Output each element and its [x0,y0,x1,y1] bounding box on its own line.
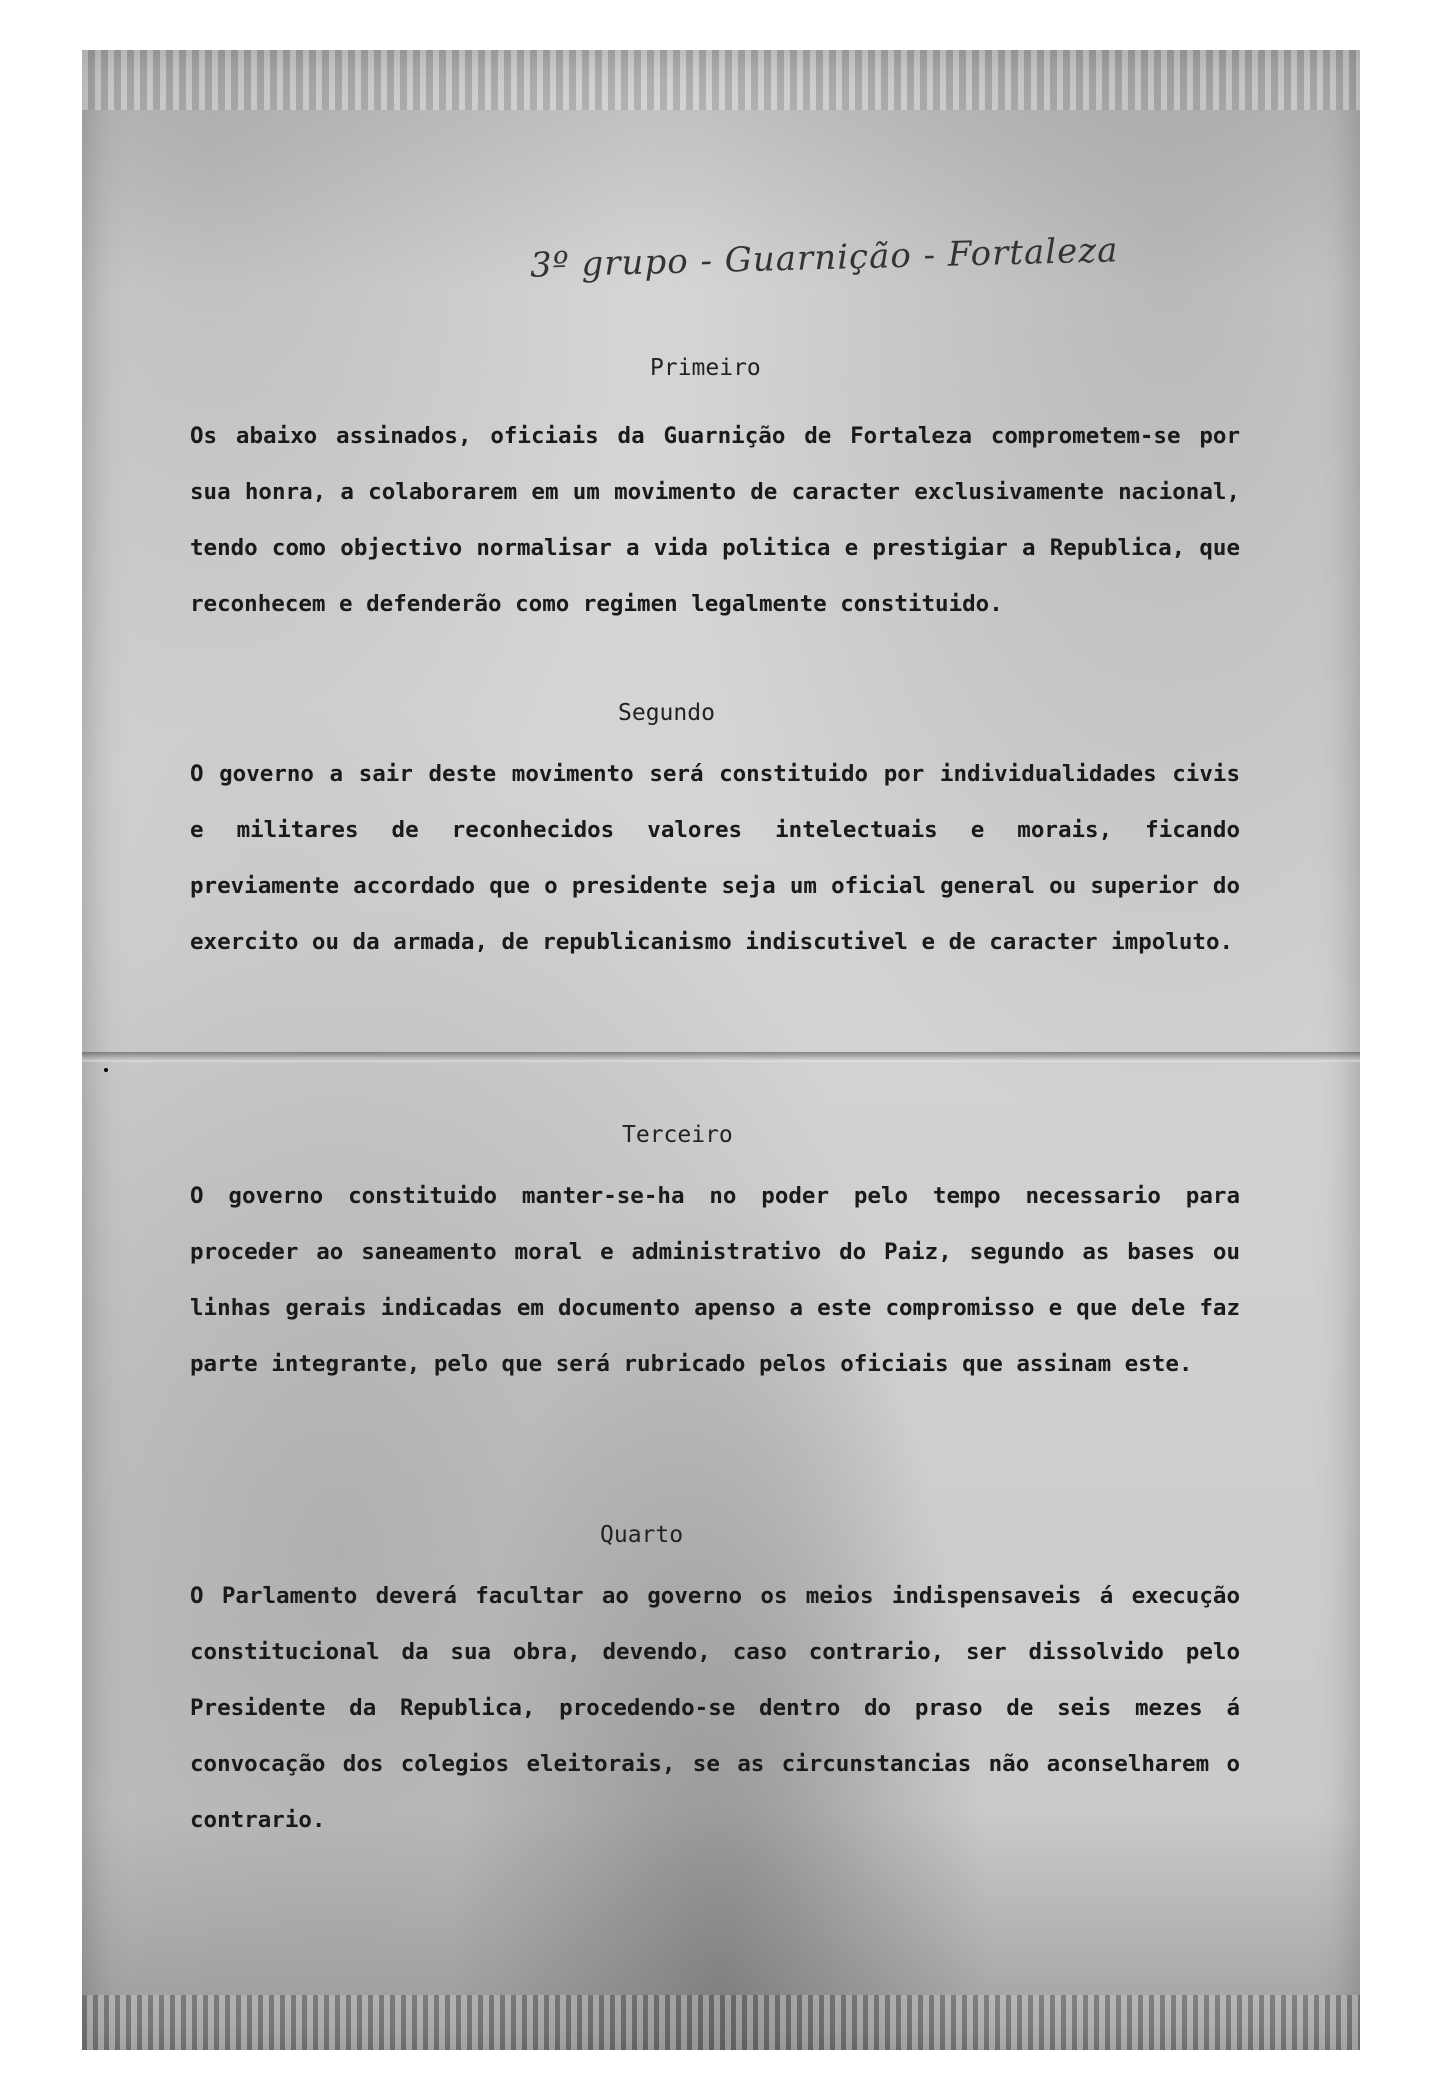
section-title-primeiro: Primeiro [650,355,761,381]
section-title-terceiro: Terceiro [622,1122,733,1148]
torn-bottom-edge [82,1995,1360,2050]
torn-top-edge [82,50,1360,110]
section-title-quarto: Quarto [600,1522,684,1548]
section-text-primeiro: Os abaixo assinados, oficiais da Guarnição de Fortaleza comprometem-se por sua honra, a colaborarem em um movimento de caracter exclusivamente nacional, tendo como objectivo normalisar a vida politica e prestigiar a Republica, que reconhecem e defenderão como regimen legalmente constituido. [190,423,1240,617]
section-text-quarto: O Parlamento deverá facultar ao governo os meios indispensaveis á execução constitucional da sua obra, devendo, caso contrario, ser dissolvido pelo Presidente da Republica, procedendo-se dentro do praso de seis mezes á convocação dos colegios eleitorais, se as circunstancias não aconselharem o contrario. [190,1583,1240,1833]
section-text-segundo: O governo a sair deste movimento será constituido por individualidades civis e militares de reconhecidos valores intelectuais e morais, ficando previamente accordado que o presidente seja um oficial general ou superior do exercito ou da armada, de republicanismo indiscutivel e de caracter impoluto. [190,761,1240,955]
paper-fold-crease [82,1052,1360,1062]
handwritten-heading: 3º grupo - Guarnição - Fortaleza [529,230,1119,286]
section-text-terceiro: O governo constituido manter-se-ha no poder pelo tempo necessario para proceder ao saneamento moral e administrativo do Paiz, segundo as bases ou linhas gerais indicadas em documento apenso a este compromisso e que dele faz parte integrante, pelo que será rubricado pelos oficiais que assinam este. [190,1183,1240,1377]
stray-ink-mark [104,1068,108,1072]
section-title-segundo: Segundo [618,700,715,726]
